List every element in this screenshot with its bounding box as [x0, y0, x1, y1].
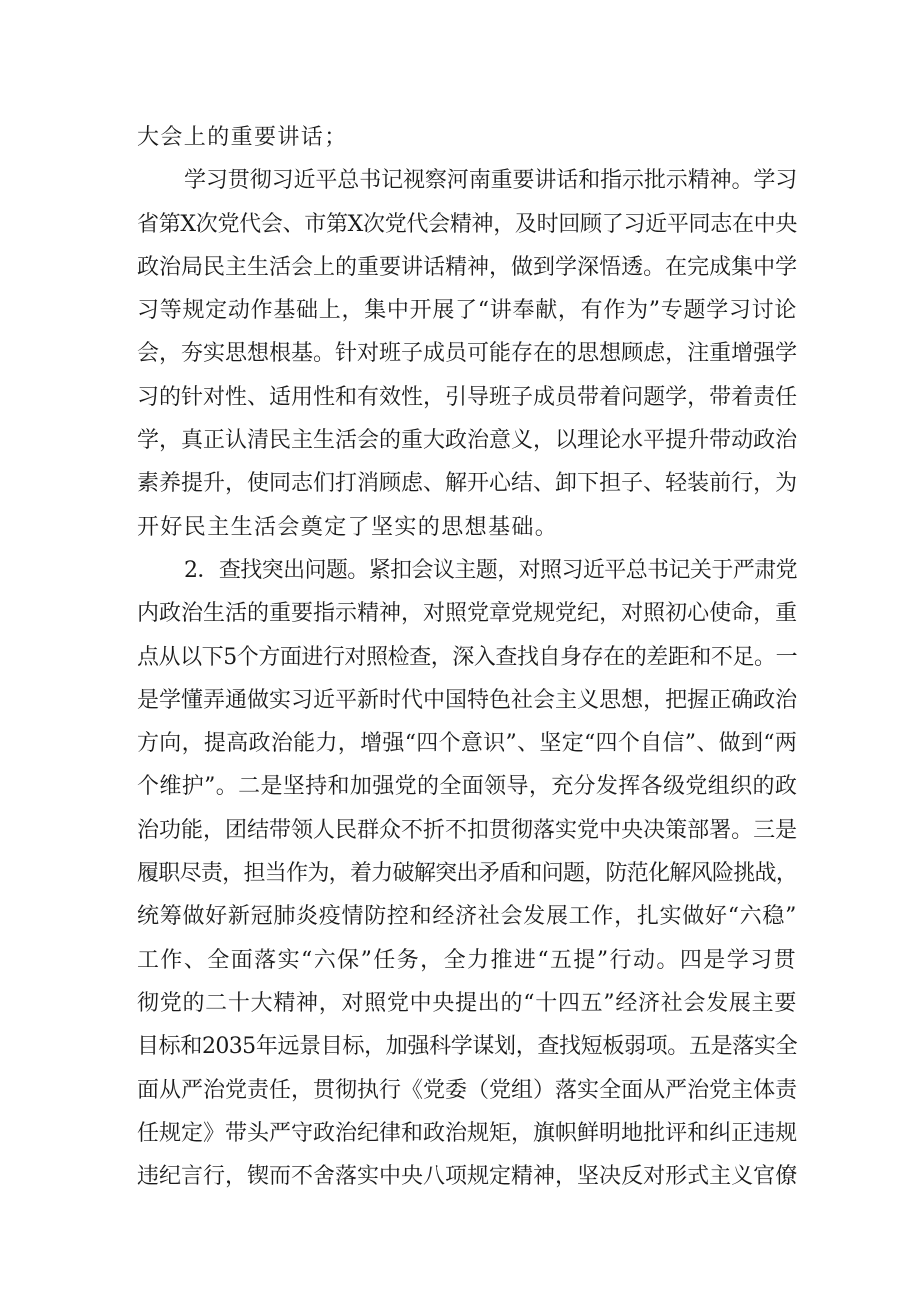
text-line: 点从以下5个方面进行对照检查，深入查找自身存在的差距和不足。一 — [137, 644, 797, 670]
text-line: 履职尽责，担当作为，着力破解突出矛盾和问题，防范化解风险挑战， — [137, 861, 797, 887]
text-line: 个维护”。二是坚持和加强党的全面领导，充分发挥各级党组织的政 — [137, 774, 797, 800]
text-line: 习的针对性、适用性和有效性，引导班子成员带着问题学，带着责任 — [137, 384, 797, 410]
text-line: 政治局民主生活会上的重要讲话精神，做到学深悟透。在完成集中学 — [137, 254, 797, 280]
text-line: 学，真正认清民主生活会的重大政治意义，以理论水平提升带动政治 — [137, 428, 797, 454]
text-line: 习等规定动作基础上，集中开展了“讲奉献，有作为”专题学习讨论 — [137, 298, 797, 324]
text-line: 面从严治党责任，贯彻执行《党委（党组）落实全面从严治党主体责 — [137, 1077, 797, 1103]
text-line: 目标和2035年远景目标，加强科学谋划，查找短板弱项。五是落实全 — [137, 1034, 797, 1060]
paragraph-3 — [137, 549, 797, 1198]
paragraph-2 — [137, 159, 797, 549]
text-line: 学习贯彻习近平总书记视察河南重要讲话和指示批示精神。学习 — [184, 168, 798, 194]
text-line: 方向，提高政治能力，增强“四个意识”、坚定“四个自信”、做到“两 — [137, 731, 797, 757]
text-line: 开好民主生活会奠定了坚实的思想基础。 — [137, 514, 559, 540]
text-line: 是学懂弄通做实习近平新时代中国特色社会主义思想，把握正确政治 — [137, 687, 797, 713]
text-line: 任规定》带头严守政治纪律和政治规矩，旗帜鲜明地批评和纠正违规 — [137, 1120, 797, 1146]
text-line: 素养提升，使同志们打消顾虑、解开心结、卸下担子、轻装前行，为 — [137, 471, 797, 497]
text-line: 违纪言行，锲而不舍落实中央八项规定精神，坚决反对形式主义官僚 — [137, 1164, 797, 1190]
document-body — [137, 116, 797, 1198]
text-line: 省第X次党代会、市第X次党代会精神，及时回顾了习近平同志在中央 — [137, 211, 797, 237]
text-line: 会，夯实思想根基。针对班子成员可能存在的思想顾虑，注重增强学 — [137, 341, 797, 367]
text-line: 2．查找突出问题。紧扣会议主题，对照习近平总书记关于严肃党 — [184, 557, 797, 583]
text-line: 工作、全面落实“六保”任务，全力推进“五提”行动。四是学习贯 — [137, 947, 797, 973]
text-line: 内政治生活的重要指示精神，对照党章党规党纪，对照初心使命，重 — [137, 601, 797, 627]
text-line: 治功能，团结带领人民群众不折不扣贯彻落实党中央决策部署。三是 — [137, 817, 797, 843]
paragraph-1 — [137, 116, 797, 159]
text-line: 彻党的二十大精神，对照党中央提出的“十四五”经济社会发展主要 — [137, 990, 797, 1016]
text-line: 大会上的重要讲话； — [137, 125, 348, 150]
text-line: 统筹做好新冠肺炎疫情防控和经济社会发展工作，扎实做好“六稳” — [137, 904, 797, 930]
